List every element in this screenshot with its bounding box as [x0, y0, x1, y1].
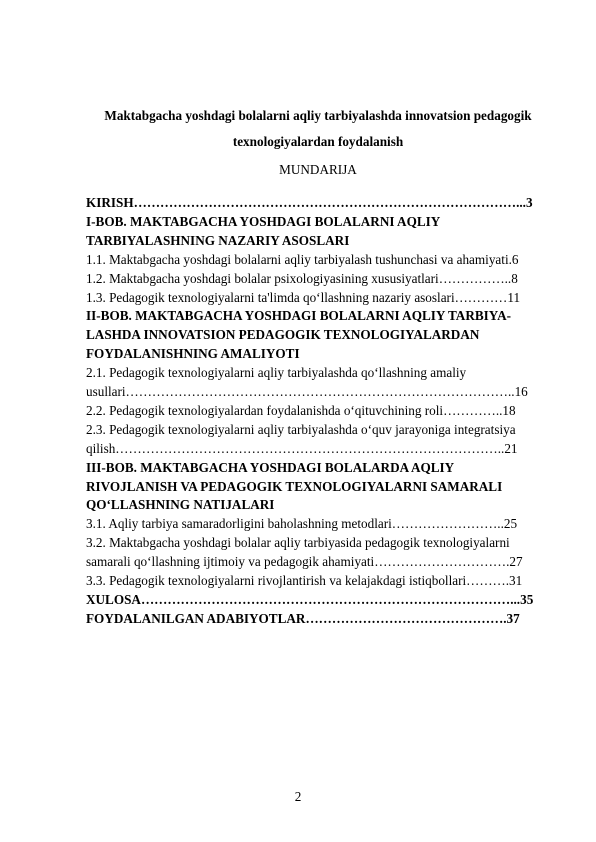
- toc-line: samarali qo‘llashning ijtimoiy va pedagogik ahamiyati………………………….27: [86, 554, 523, 570]
- toc-line: 3.1. Aqliy tarbiya samaradorligini baholashning metodlari……………………..25: [86, 516, 518, 532]
- toc-line: usullari……………………………………………………………………………..16: [86, 384, 528, 399]
- toc-line: TARBIYALASHNING NAZARIY ASOSLARI: [86, 232, 350, 248]
- toc-line: III-BOB. MAKTABGACHA YOSHDAGI BOLALARDA AQLIY: [86, 459, 455, 475]
- toc-line: qilish……………………………………………………………………………..21: [86, 440, 518, 456]
- toc-line: 1.1. Maktabgacha yoshdagi bolalarni aqliy tarbiyalash tushunchasi va ahamiyati.6: [86, 251, 519, 267]
- document-title-line-1: Maktabgacha yoshdagi bolalarni aqliy tarbiyalashda innovatsion pedagogik: [104, 108, 532, 123]
- toc-line: FOYDALANISHNING AMALIYOTI: [86, 346, 300, 362]
- toc-line: 1.2. Maktabgacha yoshdagi bolalar psixologiyasining xususiyatlari……………..8: [86, 270, 518, 286]
- toc-line: RIVOJLANISH VA PEDAGOGIK TEXNOLOGIYALARNI SAMARALI: [86, 478, 503, 494]
- toc-line: KIRISH……………………………………………………………………………...3: [86, 195, 533, 210]
- toc-line: I-BOB. MAKTABGACHA YOSHDAGI BOLALARNI AQLIY: [86, 213, 441, 229]
- toc-line: 2.3. Pedagogik texnologiyalarni aqliy tarbiyalashda o‘quv jarayoniga integratsiya: [86, 421, 516, 437]
- page-number: 2: [294, 789, 302, 804]
- toc-line: 2.2. Pedagogik texnologiyalardan foydalanishda o‘qituvchining roli…………..18: [86, 402, 516, 418]
- toc-line: II-BOB. MAKTABGACHA YOSHDAGI BOLALARNI AQLIY TARBIYA-: [86, 308, 511, 324]
- toc-line: 3.2. Maktabgacha yoshdagi bolalar aqliy tarbiyasida pedagogik texnologiyalarni: [86, 535, 510, 551]
- toc-line: LASHDA INNOVATSION PEDAGOGIK TEXNOLOGIYALARDAN: [86, 327, 480, 343]
- contents-heading: MUNDARIJA: [279, 162, 357, 177]
- document-title-line-2: texnologiyalardan foydalanish: [232, 134, 404, 149]
- toc-line: 2.1. Pedagogik texnologiyalarni aqliy tarbiyalashda qo‘llashning amaliy: [86, 365, 467, 381]
- toc-line: QO‘LLASHNING NATIJALARI: [86, 497, 275, 513]
- toc-line: 3.3. Pedagogik texnologiyalarni rivojlantirish va kelajakdagi istiqbollari……….31: [86, 573, 523, 588]
- toc-line: FOYDALANILGAN ADABIYOTLAR……………………………………….37: [86, 610, 520, 626]
- toc-line: XULOSA…………………………………………………………………………...35: [86, 591, 534, 607]
- toc-line: 1.3. Pedagogik texnologiyalarni ta'limda qo‘llashning nazariy asoslari…………11: [86, 289, 521, 305]
